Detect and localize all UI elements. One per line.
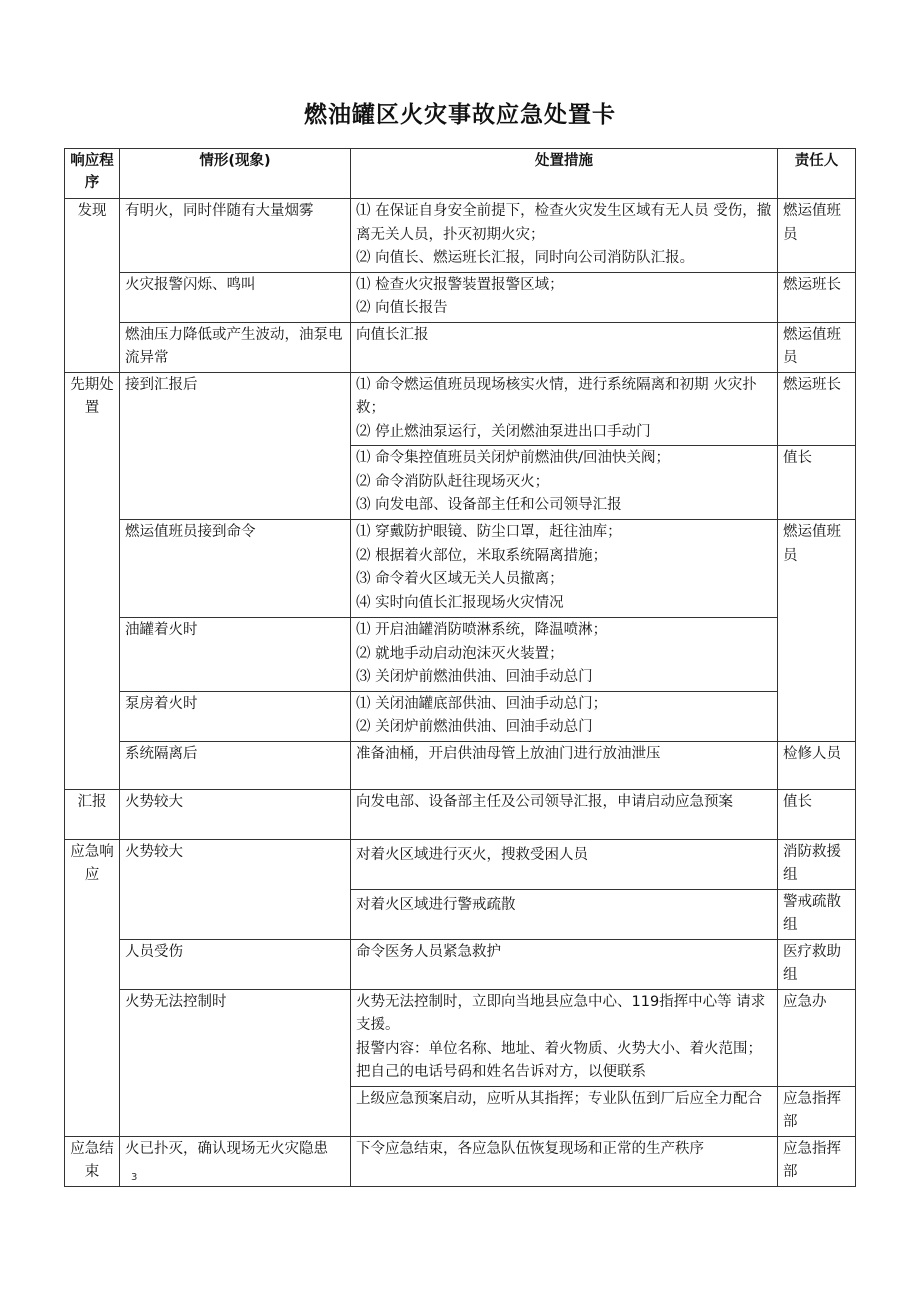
measures-cell xyxy=(351,618,778,692)
measures-cell xyxy=(351,1086,778,1136)
measure-item: 火势无法控制时，立即向当地县应急中心、119指挥中心等 请求支援。 xyxy=(356,993,766,1033)
measure-item: ⑴ 在保证自身安全前提下，检查火灾发生区域有无人员 受伤，撤离无关人员，扑灭初期火灾； xyxy=(356,203,772,243)
table-row xyxy=(65,741,856,789)
measure-item: ⑵ 向值长报告 xyxy=(356,300,448,316)
table-row xyxy=(65,789,856,839)
table-row xyxy=(65,839,856,889)
emergency-card-table xyxy=(64,148,856,1187)
responsible-cell: 消防救援组 xyxy=(778,839,856,889)
situation-cell: 接到汇报后 xyxy=(120,372,351,520)
table-row xyxy=(65,939,856,989)
measure-item: ⑵ 向值长、燃运班长汇报，同时向公司消防队汇报。 xyxy=(356,250,695,266)
measures-cell xyxy=(351,272,778,322)
measures-cell xyxy=(351,839,778,889)
table-row xyxy=(65,691,856,741)
situation-cell: 火势较大 xyxy=(120,789,351,839)
responsible-cell: 应急办 xyxy=(778,989,856,1086)
measure-item: ⑶ 向发电部、设备部主任和公司领导汇报 xyxy=(356,497,622,513)
measures-cell xyxy=(351,691,778,741)
responsible-cell: 应急指挥部 xyxy=(778,1086,856,1136)
measures-cell xyxy=(351,322,778,372)
measure-item: 上级应急预案启动，应听从其指挥；专业队伍到厂后应全力配合 xyxy=(356,1090,762,1107)
page-title: 燃油罐区火灾事故应急处置卡 xyxy=(304,102,616,128)
table-row xyxy=(65,199,856,273)
responsible-cell: 应急指挥部 xyxy=(778,1136,856,1186)
situation-cell: 火势较大 xyxy=(120,839,351,939)
header-situation: 情形(现象) xyxy=(120,149,351,199)
measure-item: ⑴ 检查火灾报警装置报警区域； xyxy=(356,276,564,293)
table-row xyxy=(65,1136,856,1186)
measure-item: ⑵ 根据着火部位，米取系统隔离措施； xyxy=(356,547,608,564)
responsible-cell: 燃运值班员 xyxy=(778,199,856,273)
measure-item: ⑶ 命令着火区域无关人员撤离； xyxy=(356,571,564,587)
responsible-cell: 医疗救助组 xyxy=(778,939,856,989)
measure-item: ⑵ 关闭炉前燃油供油、回油手动总门 xyxy=(356,719,593,735)
measures-cell xyxy=(351,446,778,520)
measure-item: 向发电部、设备部主任及公司领导汇报，申请启动应急预案 xyxy=(356,793,733,810)
measures-cell xyxy=(351,789,778,839)
measure-item: ⑴ 关闭油罐底部供油、回油手动总门； xyxy=(356,695,608,712)
responsible-cell: 燃运值班员 xyxy=(778,322,856,372)
header-measures: 处置措施 xyxy=(351,149,778,199)
responsible-cell: 燃运班长 xyxy=(778,372,856,446)
measure-item: ⑵ 就地手动启动泡沫灭火装置； xyxy=(356,645,564,662)
situation-cell: 有明火，同时伴随有大量烟雾 xyxy=(120,199,351,273)
measure-item: ⑴ 命令燃运值班员现场核实火情，进行系统隔离和初期 火灾扑救； xyxy=(356,376,757,416)
table-row xyxy=(65,372,856,446)
measures-cell xyxy=(351,199,778,273)
measures-cell xyxy=(351,520,778,618)
header-responsible: 责任人 xyxy=(778,149,856,199)
header-stage: 响应程序 xyxy=(65,149,120,199)
situation-cell: 泵房着火时 xyxy=(120,691,351,741)
measure-item: 对着火区域进行警戒疏散 xyxy=(356,896,516,913)
table-row xyxy=(65,322,856,372)
situation-cell: 燃油压力降低或产生波动，油泵电流异常 xyxy=(120,322,351,372)
measures-cell xyxy=(351,741,778,789)
situation-cell: 火势无法控制时 xyxy=(120,989,351,1136)
measure-item: ⑴ 命令集控值班员关闭炉前燃油供/回油快关阀； xyxy=(356,450,670,466)
measure-item: ⑵ 停止燃油泵运行，关闭燃油泵进出口手动门 xyxy=(356,423,651,440)
measures-cell xyxy=(351,1136,778,1186)
measures-cell xyxy=(351,939,778,989)
situation-cell: 人员受伤 xyxy=(120,939,351,989)
table-row xyxy=(65,272,856,322)
table-row xyxy=(65,618,856,692)
stage-end: 应急结束 xyxy=(65,1136,120,1186)
stage-response: 应急响应 xyxy=(65,839,120,1136)
measure-item: 对着火区域进行灭火，搜救受困人员 xyxy=(356,846,588,863)
measure-item: 报警内容：单位名称、地址、着火物质、火势大小、着火范围；把自己的电话号码和姓名告诉对方，以便联系 xyxy=(356,1040,762,1080)
stage-discover: 发现 xyxy=(65,199,120,373)
measures-cell xyxy=(351,889,778,939)
situation-cell: 火灾报警闪烁、鸣叫 xyxy=(120,272,351,322)
measure-item: ⑷ 实时向值长汇报现场火灾情况 xyxy=(356,594,564,611)
measure-item: ⑴ 开启油罐消防喷淋系统，降温喷淋； xyxy=(356,622,608,638)
responsible-cell: 警戒疏散组 xyxy=(778,889,856,939)
measure-item: 下令应急结束，各应急队伍恢复现场和正常的生产秩序 xyxy=(356,1140,704,1157)
responsible-cell: 检修人员 xyxy=(778,741,856,789)
situation-cell: 火已扑灭，确认现场无火灾隐患 xyxy=(120,1136,351,1186)
header-row xyxy=(65,149,856,199)
table-row xyxy=(65,520,856,618)
situation-cell: 燃运值班员接到命令 xyxy=(120,520,351,618)
situation-cell: 油罐着火时 xyxy=(120,618,351,692)
footnote-number: 3 xyxy=(131,1172,138,1183)
responsible-cell: 值长 xyxy=(778,446,856,520)
responsible-cell: 燃运值班员 xyxy=(778,520,856,742)
measure-item: ⑴ 穿戴防护眼镜、防尘口罩，赶往油库； xyxy=(356,524,622,540)
responsible-cell: 燃运班长 xyxy=(778,272,856,322)
stage-report: 汇报 xyxy=(65,789,120,839)
measure-item: 向值长汇报 xyxy=(356,326,429,343)
measure-item: ⑵ 命令消防队赶往现场灭火； xyxy=(356,473,550,490)
table-row xyxy=(65,989,856,1086)
responsible-cell: 值长 xyxy=(778,789,856,839)
measure-item: 命令医务人员紧急救护 xyxy=(356,943,501,960)
measure-item: 准备油桶，开启供油母管上放油门进行放油泄压 xyxy=(356,745,661,762)
measures-cell xyxy=(351,372,778,446)
measure-item: ⑶ 关闭炉前燃油供油、回油手动总门 xyxy=(356,669,593,685)
stage-initial: 先期处置 xyxy=(65,372,120,789)
measures-cell xyxy=(351,989,778,1086)
situation-cell: 系统隔离后 xyxy=(120,741,351,789)
